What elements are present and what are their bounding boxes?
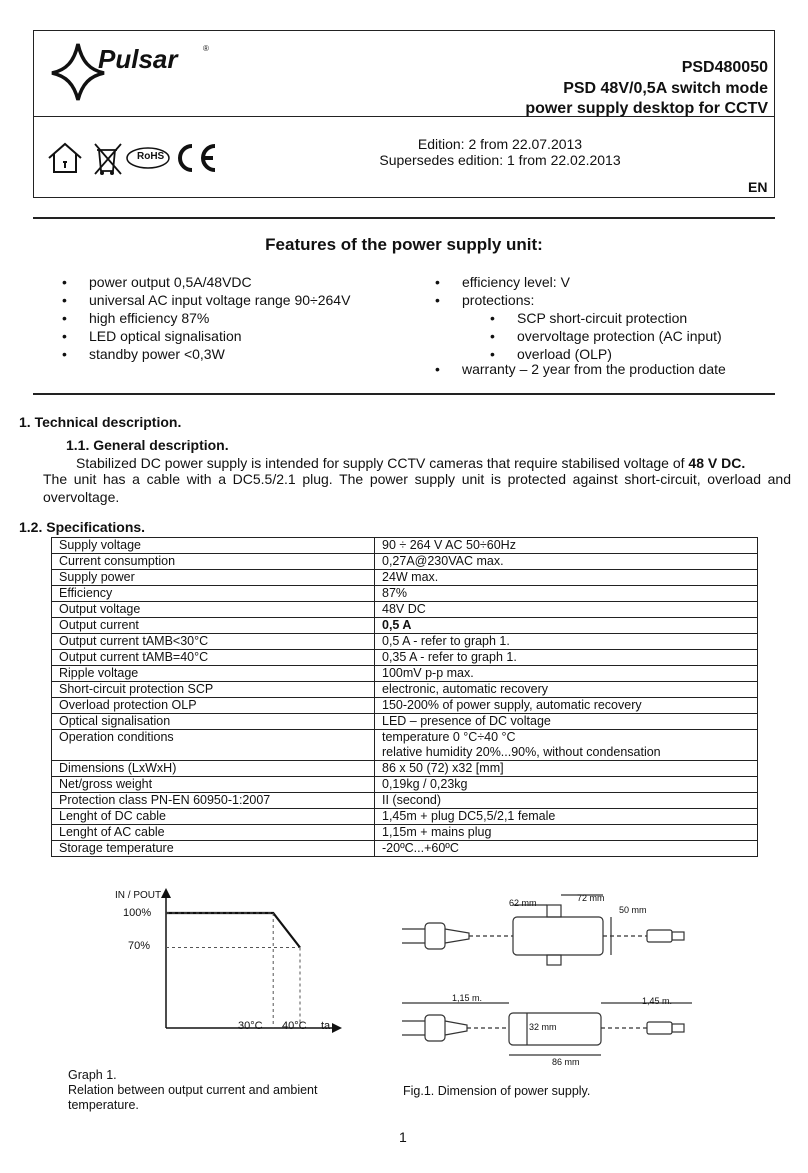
dimension-figure bbox=[397, 885, 697, 1070]
spec-value: 100mV p-p max. bbox=[375, 666, 758, 682]
table-row bbox=[52, 698, 758, 714]
title-line-2: power supply desktop for CCTV bbox=[525, 100, 768, 117]
voltage-highlight: 48 V DC. bbox=[688, 455, 746, 471]
spec-label: Efficiency bbox=[52, 586, 375, 602]
y-axis-arrow bbox=[161, 888, 171, 898]
protections-list bbox=[490, 309, 775, 363]
table-row bbox=[52, 650, 758, 666]
spec-label: Lenght of DC cable bbox=[52, 809, 375, 825]
table-row bbox=[52, 714, 758, 730]
spec-label: Supply voltage bbox=[52, 538, 375, 554]
ce-mark-icon bbox=[180, 146, 215, 170]
divider-mid bbox=[33, 393, 775, 395]
spec-value: electronic, automatic recovery bbox=[375, 682, 758, 698]
spec-value: temperature 0 °C÷40 °C relative humidity 20%...90%, without condensation bbox=[375, 730, 758, 761]
dim-145: 1,45 m. bbox=[642, 996, 673, 1006]
spec-value: 90 ÷ 264 V AC 50÷60Hz bbox=[375, 538, 758, 554]
logo-text: Pulsar bbox=[98, 44, 178, 74]
specifications-title: 1.2. Specifications. bbox=[19, 519, 146, 535]
dim-50: 50 mm bbox=[619, 905, 647, 915]
features-heading: Features of the power supply unit: bbox=[265, 235, 543, 254]
x-axis-arrow bbox=[332, 1023, 342, 1033]
table-row bbox=[52, 761, 758, 777]
description-text: Stabilized DC power supply is intended for supply CCTV cameras that require stabilised voltage of bbox=[76, 455, 689, 471]
features-list-left bbox=[62, 273, 412, 363]
spec-value: 0,35 A - refer to graph 1. bbox=[375, 650, 758, 666]
list-item: • SCP short-circuit protection bbox=[490, 309, 775, 327]
spec-label: Output current tAMB<30°C bbox=[52, 634, 375, 650]
table-row bbox=[52, 793, 758, 809]
spec-label: Overload protection OLP bbox=[52, 698, 375, 714]
list-item: • warranty – 2 year from the production date bbox=[435, 360, 775, 378]
graph-caption-3: temperature. bbox=[68, 1098, 139, 1112]
graph-caption-2: Relation between output current and ambient bbox=[68, 1083, 318, 1097]
specifications-table bbox=[51, 537, 758, 857]
edition-text: Edition: 2 from 22.07.2013 bbox=[417, 136, 583, 152]
spec-label: Output current bbox=[52, 618, 375, 634]
title-line-1: PSD 48V/0,5A switch mode bbox=[563, 80, 768, 97]
list-item: • LED optical signalisation bbox=[62, 327, 412, 345]
section-title: 1. Technical description. bbox=[19, 414, 182, 430]
table-row bbox=[52, 570, 758, 586]
table-row bbox=[52, 825, 758, 841]
spec-label: Output voltage bbox=[52, 602, 375, 618]
dim-115: 1,15 m. bbox=[452, 993, 483, 1003]
derating-line bbox=[166, 913, 300, 948]
spec-label: Optical signalisation bbox=[52, 714, 375, 730]
spec-label: Protection class PN-EN 60950-1:2007 bbox=[52, 793, 375, 809]
figure-caption: Fig.1. Dimension of power supply. bbox=[403, 1084, 591, 1098]
graph-xtick-40: 40°C bbox=[282, 1020, 307, 1032]
spec-value: 1,15m + mains plug bbox=[375, 825, 758, 841]
model-number: PSD480050 bbox=[681, 59, 768, 76]
spec-label: Operation conditions bbox=[52, 730, 375, 761]
spec-label: Current consumption bbox=[52, 554, 375, 570]
list-item: • overvoltage protection (AC input) bbox=[490, 327, 775, 345]
dim-32: 32 mm bbox=[529, 1022, 557, 1032]
features-list-right bbox=[435, 273, 775, 309]
spec-label: Storage temperature bbox=[52, 841, 375, 857]
dim-72: 72 mm bbox=[577, 893, 605, 903]
list-item: • efficiency level: V bbox=[435, 273, 775, 291]
description-paragraph: The unit has a cable with a DC5.5/2.1 plug. The power supply unit is protected against short-circuit, overload and overvoltage. bbox=[43, 471, 791, 505]
spec-value: 150-200% of power supply, automatic recovery bbox=[375, 698, 758, 714]
table-row bbox=[52, 666, 758, 682]
subsection-title: 1.1. General description. bbox=[66, 437, 229, 453]
page-number: 1 bbox=[399, 1129, 407, 1145]
spec-value: II (second) bbox=[375, 793, 758, 809]
table-row bbox=[52, 730, 758, 761]
spec-label: Dimensions (LxWxH) bbox=[52, 761, 375, 777]
list-item: • standby power <0,3W bbox=[62, 345, 412, 363]
table-row bbox=[52, 777, 758, 793]
list-item: • universal AC input voltage range 90÷264V bbox=[62, 291, 412, 309]
graph-ytick-70: 70% bbox=[128, 940, 151, 952]
registered-mark: ® bbox=[203, 44, 209, 53]
supersedes-text: Supersedes edition: 1 from 22.02.2013 bbox=[379, 152, 621, 168]
table-row bbox=[52, 841, 758, 857]
spec-value: 0,19kg / 0,23kg bbox=[375, 777, 758, 793]
table-row bbox=[52, 618, 758, 634]
spec-label: Short-circuit protection SCP bbox=[52, 682, 375, 698]
spec-value: 0,5 A bbox=[375, 618, 758, 634]
derating-graph bbox=[110, 888, 350, 1038]
list-item: • protections: bbox=[435, 291, 775, 309]
dim-86: 86 mm bbox=[552, 1057, 580, 1067]
graph-caption-1: Graph 1. bbox=[68, 1068, 117, 1082]
spec-value: 48V DC bbox=[375, 602, 758, 618]
graph-ylabel: IN / POUT bbox=[115, 890, 162, 901]
spec-label: Output current tAMB=40°C bbox=[52, 650, 375, 666]
weee-bin-icon bbox=[95, 144, 121, 175]
list-item: • power output 0,5A/48VDC bbox=[62, 273, 412, 291]
spec-value: 0,27A@230VAC max. bbox=[375, 554, 758, 570]
table-row bbox=[52, 682, 758, 698]
table-row bbox=[52, 538, 758, 554]
certification-icons bbox=[45, 138, 225, 178]
spec-value: 1,45m + plug DC5,5/2,1 female bbox=[375, 809, 758, 825]
divider-top bbox=[33, 217, 775, 219]
spec-label: Ripple voltage bbox=[52, 666, 375, 682]
list-item: • high efficiency 87% bbox=[62, 309, 412, 327]
spec-value: 86 x 50 (72) x32 [mm] bbox=[375, 761, 758, 777]
graph-ytick-100: 100% bbox=[123, 907, 152, 919]
dim-62: 62 mm bbox=[509, 898, 537, 908]
table-row bbox=[52, 602, 758, 618]
spec-label: Net/gross weight bbox=[52, 777, 375, 793]
spec-value: 0,5 A - refer to graph 1. bbox=[375, 634, 758, 650]
rohs-label: RoHS bbox=[137, 151, 165, 162]
spec-label: Supply power bbox=[52, 570, 375, 586]
graph-xlabel: ta bbox=[321, 1020, 331, 1032]
pulsar-logo bbox=[48, 40, 218, 102]
language-code: EN bbox=[748, 179, 768, 195]
list-item: • overload (OLP) bbox=[490, 345, 775, 363]
graph-xtick-30: 30°C bbox=[238, 1020, 263, 1032]
spec-value: 24W max. bbox=[375, 570, 758, 586]
warranty-list bbox=[435, 360, 775, 378]
indoor-use-icon bbox=[49, 144, 81, 172]
spec-label: Lenght of AC cable bbox=[52, 825, 375, 841]
spec-value: -20ºC...+60ºC bbox=[375, 841, 758, 857]
table-row bbox=[52, 586, 758, 602]
spec-value: 87% bbox=[375, 586, 758, 602]
spec-value: LED – presence of DC voltage bbox=[375, 714, 758, 730]
table-row bbox=[52, 554, 758, 570]
table-row bbox=[52, 809, 758, 825]
table-row bbox=[52, 634, 758, 650]
